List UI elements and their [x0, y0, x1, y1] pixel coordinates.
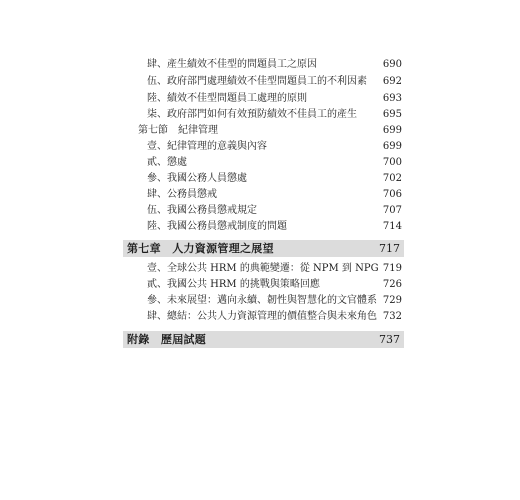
toc-entry-title: 陸、我國公務員懲戒制度的問題	[147, 221, 287, 232]
toc-entry-page: 702	[382, 173, 402, 184]
toc-entry-title: 貳、我國公共 HRM 的挑戰與策略回應	[147, 279, 320, 290]
toc-entry-title: 肆、產生績效不佳型的問題員工之原因	[147, 59, 317, 70]
toc-entry-page: 726	[382, 279, 402, 290]
toc-entry-title: 肆、公務員懲戒	[147, 189, 217, 200]
toc-entry-title: 參、我國公務人員懲處	[147, 173, 247, 184]
toc-entry-page: 707	[382, 205, 402, 216]
toc-entry-title: 壹、紀律管理的意義與內容	[147, 141, 267, 152]
toc-entry-title: 貳、懲處	[147, 157, 187, 168]
toc-entry[interactable]	[0, 187, 520, 203]
chapter-title: 第七章 人力資源管理之展望	[127, 242, 274, 255]
toc-entry[interactable]	[0, 309, 520, 325]
toc-entry[interactable]	[0, 74, 520, 90]
toc-entry-page: 695	[382, 109, 402, 120]
toc-entry[interactable]	[0, 261, 520, 277]
toc-entry[interactable]	[0, 171, 520, 187]
toc-entry-page: 693	[382, 93, 402, 104]
toc-entry-page: 692	[382, 76, 402, 87]
toc-entry-title: 參、未來展望：邁向永續、韌性與智慧化的文官體系	[147, 295, 377, 306]
toc-entry[interactable]	[0, 219, 520, 235]
toc-entry[interactable]	[0, 107, 520, 123]
toc-entry-page: 699	[382, 141, 402, 152]
appendix-title: 附錄 歷屆試題	[127, 333, 207, 346]
toc-entry-page: 706	[382, 189, 402, 200]
toc-entry-page: 729	[382, 295, 402, 306]
chapter-page: 717	[379, 242, 400, 255]
toc-entry-page: 714	[382, 221, 402, 232]
toc-entry[interactable]	[0, 57, 520, 73]
toc-entry-title: 伍、政府部門處理績效不佳型問題員工的不利因素	[147, 76, 367, 87]
toc-entry-title: 伍、我國公務員懲戒規定	[147, 205, 257, 216]
toc-entry[interactable]	[0, 91, 520, 107]
toc-appendix-heading[interactable]	[123, 331, 404, 348]
appendix-page: 737	[379, 333, 400, 346]
section-page: 699	[382, 125, 402, 136]
section-title: 第七節 紀律管理	[138, 125, 218, 136]
toc-entry-title: 壹、全球公共 HRM 的典範變遷：從 NPM 到 NPG	[147, 263, 379, 274]
toc-entry[interactable]	[0, 139, 520, 155]
toc-entry-title: 柒、政府部門如何有效預防績效不佳員工的產生	[147, 109, 357, 120]
toc-entry-page: 700	[382, 157, 402, 168]
toc-section-heading[interactable]	[0, 123, 520, 139]
toc-entry[interactable]	[0, 155, 520, 171]
toc-entry-page: 690	[382, 59, 402, 70]
toc-entry[interactable]	[0, 293, 520, 309]
toc-entry-title: 陸、績效不佳型問題員工處理的原則	[147, 93, 307, 104]
toc-entry[interactable]	[0, 277, 520, 293]
toc-chapter-heading[interactable]	[123, 240, 404, 257]
toc-entry[interactable]	[0, 203, 520, 219]
toc-entry-page: 732	[382, 311, 402, 322]
toc-entry-title: 肆、總結：公共人力資源管理的價值整合與未來角色	[147, 311, 377, 322]
toc-entry-page: 719	[382, 263, 402, 274]
